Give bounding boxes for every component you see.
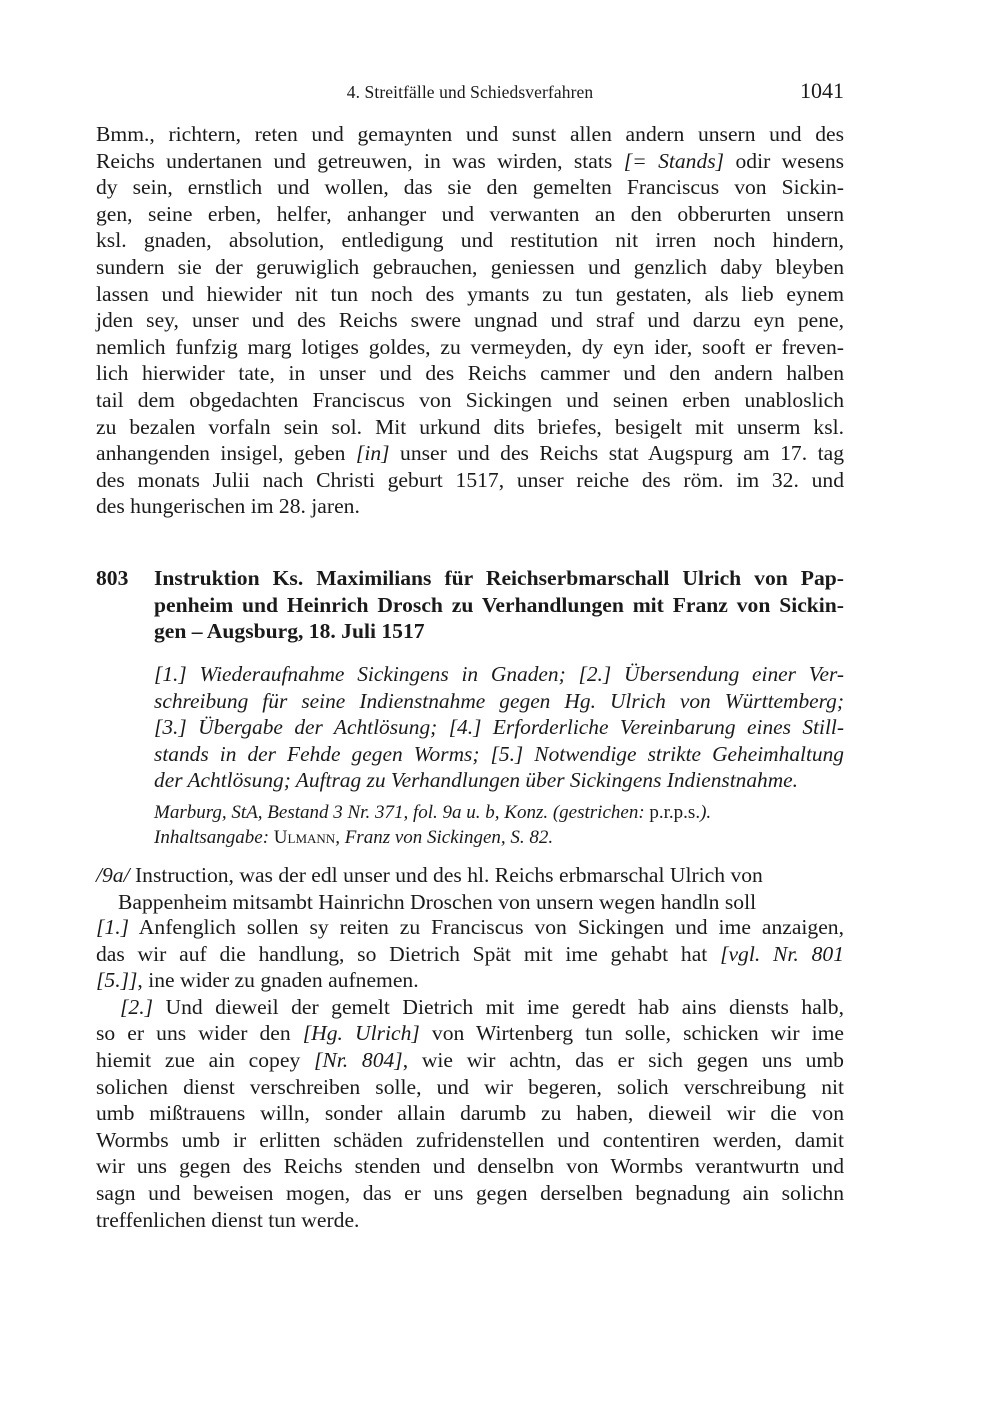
summary-label: Inhaltsangabe: (154, 827, 274, 848)
source-note (154, 800, 844, 850)
regest-line: [3.] Übergabe der Achtlösung; [4.] Erforderliche Vereinbarung eines Still- (154, 715, 844, 740)
source-note-line (154, 825, 844, 850)
text-line: des hungerischen im 28. jaren. (96, 494, 360, 519)
instruction-title-text: Instruction, was der edl unser und des hl. Reichs erbmarschal Ulrich von (129, 863, 763, 887)
text-line: sundern sie der geruwiglich gebrauchen, geniessen und genzlich daby bleyben (96, 254, 844, 279)
struck-text: p.r.p.s. (649, 802, 701, 823)
editorial-note: [in] (355, 441, 390, 466)
document-title-line: gen – Augsburg, 18. Juli 1517 (154, 619, 425, 644)
editorial-note: [5.]] (96, 968, 138, 993)
regest-line: schreibung für seine Indienstnahme gegen Hg. Ulrich von Württemberg; (154, 688, 844, 713)
editorial-note: [2.] (120, 994, 154, 1019)
regest-line: [1.] Wiederaufnahme Sickingens in Gnaden; [2.] Übersendung einer Ver- (154, 662, 844, 686)
text-line: gen, seine erben, helfer, anhanger und verwanten an den obberurten unsern (96, 201, 844, 226)
running-title: 4. Streitfälle und Schiedsverfahren (346, 82, 594, 102)
document-title-line: Instruktion Ks. Maximilians für Reichserbmarschall Ulrich von Pap- (154, 566, 844, 590)
regest-line: der Achtlösung; Auftrag zu Verhandlungen über Sickingens Indienstnahme. (154, 768, 799, 793)
text-line: des monats Julii nach Christi geburt 1517, unser reiche des röm. im 32. und (96, 467, 844, 492)
text-line: solichen dienst verschreiben solle, und wir begeren, solich verschreibung nit (96, 1074, 844, 1099)
running-header (96, 78, 844, 108)
document-number: 803 (96, 566, 129, 590)
text-line: so er uns wider den [Hg. Ulrich] von Wirtenberg tun solle, schicken wir ime (96, 1021, 845, 1046)
regest (154, 661, 844, 794)
instruction-title (96, 862, 844, 915)
document-title (154, 565, 844, 645)
text-line: zu bezalen vorfaln sein sol. Mit urkund dits briefes, besigelt mit unserm ksl. (96, 414, 844, 439)
literature-reference: , Franz von Sickingen, S. 82. (335, 827, 554, 848)
author-name: Ulmann (273, 827, 336, 848)
text-line: sagn und beweisen mogen, das er uns gegen derselben begnadung ain solichn (96, 1180, 844, 1205)
text-line: [2.] Und dieweil der gemelt Dietrich mit ime geredt hab ains diensts halb, (120, 994, 844, 1019)
editorial-note: [Nr. 804] (313, 1047, 403, 1072)
text-line: treffenlichen dienst tun werde. (96, 1207, 360, 1232)
text-line: anhangenden insigel, geben [in] unser und des Reichs stat Augspurg am 17. tag (96, 441, 844, 466)
source-note-line (154, 800, 844, 825)
archive-reference-end: ). (700, 802, 712, 823)
editorial-note: [Hg. Ulrich] (302, 1021, 420, 1046)
text-line: Bmm., richtern, reten und gemaynten und sunst allen andern unsern und des (96, 122, 844, 146)
text-line: wir uns gegen des Reichs stenden und denselbn von Wormbs verantwurtn und (96, 1154, 844, 1179)
text-line: Wormbs umb ir erlitten schäden zufridenstellen und contentiren werden, damit (96, 1127, 844, 1152)
text-line: ksl. gnaden, absolution, entledigung und restitution nit irren noch hindern, (96, 228, 844, 253)
archive-reference: Marburg, StA, Bestand 3 Nr. 371, fol. 9a u. b, Konz. (gestrichen: (154, 802, 650, 823)
instruction-title-line (96, 862, 844, 889)
page-number: 1041 (800, 78, 844, 103)
document-title-line: penheim und Heinrich Drosch zu Verhandlungen mit Franz von Sickin- (154, 592, 844, 617)
folio-marker: /9a/ (96, 863, 130, 887)
editorial-note: [= Stands] (623, 148, 725, 173)
text-line: dy sein, ernstlich und wollen, das sie den gemelten Franciscus von Sickin- (96, 175, 844, 200)
instruction-title-line: Bappenheim mitsambt Hainrichn Droschen von unsern wegen handln soll (118, 889, 757, 914)
text-line: umb mißtrauens willn, sonder allain darumb zu haben, dieweil wir die von (96, 1101, 844, 1126)
regest-line: stands in der Fehde gegen Worms; [5.] Notwendige strikte Geheimhaltung (154, 741, 844, 766)
text-line: tail dem obgedachten Franciscus von Sickingen und seinen erben unabloslich (96, 387, 844, 412)
text-line: hiemit zue ain copey [Nr. 804], wie wir achtn, das er sich gegen uns umb (96, 1047, 844, 1072)
text-line: Reichs undertanen und getreuwen, in was wirden, stats [= Stands] odir wesens (96, 148, 845, 173)
text-line: das wir auf die handlung, so Dietrich Spät mit ime gehabt hat [vgl. Nr. 801 (96, 941, 844, 966)
text-line: nemlich funfzig marg lotiges goldes, zu vermeyden, dy eyn ider, sooft er freven- (96, 334, 844, 359)
text-line: [1.] Anfenglich sollen sy reiten zu Franciscus von Sickingen und ime anzaigen, (96, 915, 844, 939)
editorial-note: [1.] (96, 915, 130, 939)
text-line: jden sey, unser und des Reichs swere ungnad und straf und darzu eyn pene, (96, 308, 844, 333)
instruction-body (96, 914, 844, 1233)
text-line: lassen und hiewider nit tun noch des ymants zu tun gestaten, als lieb eynem (96, 281, 844, 306)
text-line: [5.]], ine wider zu gnaden aufnemen. (96, 968, 419, 993)
text-line: lich hierwider tate, in unser und des Reichs cammer und den andern halben (96, 361, 844, 386)
editorial-note: [vgl. Nr. 801 (720, 941, 844, 966)
continuation-paragraph (96, 121, 844, 520)
